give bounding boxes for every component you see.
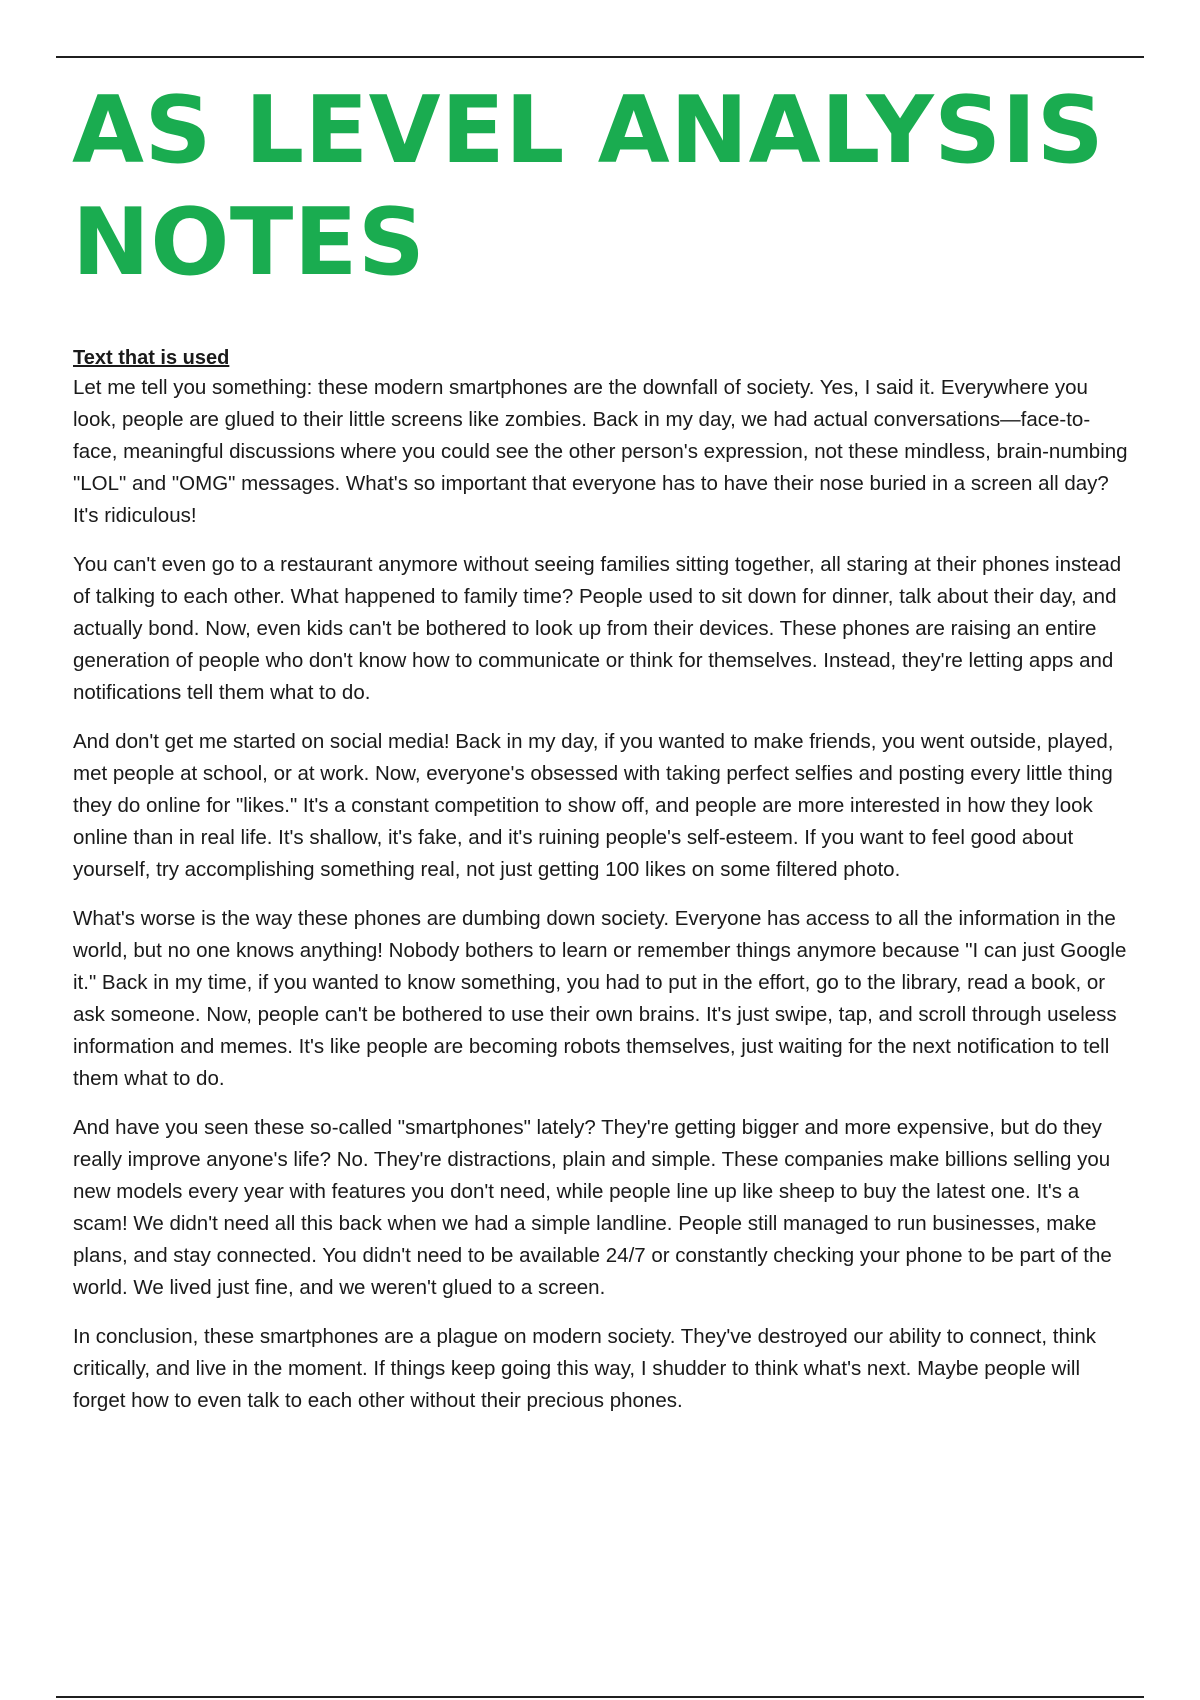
paragraph: You can't even go to a restaurant anymore without seeing families sitting together, all staring at their phones instead of talking to each other. What happened to family time? People used to sit down for dinner, talk about their day, and actually bond. Now, even kids can't be bothered to look up from their devices. These phones are raising an entire generation of people who don't know how to communicate or think for themselves. Instead, they're letting apps and notifications tell them what to do. xyxy=(73,553,1122,704)
paragraph: What's worse is the way these phones are dumbing down society. Everyone has access to all the information in the world, but no one knows anything! Nobody bothers to learn or remember things anymore because "I can just Google it." Back in my time, if you wanted to know something, you had to put in the effort, go to the library, read a book, or ask someone. Now, people can't be bothered to use their own brains. It's just swipe, tap, and scroll through useless information and memes. It's like people are becoming robots themselves, just waiting for the next notification to tell them what to do. xyxy=(73,907,1127,1090)
bottom-rule xyxy=(56,1696,1144,1698)
paragraph: And have you seen these so-called "smartphones" lately? They're getting bigger and more expensive, but do they really improve anyone's life? No. They're distractions, plain and simple. These companies make billions selling you new models every year with features you don't need, while people line up like sheep to buy the latest one. It's a scam! We didn't need all this back when we had a simple landline. People still managed to run businesses, make plans, and stay connected. You didn't need to be available 24/7 or constantly checking your phone to be part of the world. We lived just fine, and we weren't glued to a screen. xyxy=(73,1116,1112,1299)
top-rule xyxy=(56,56,1144,58)
section-heading: Text that is used xyxy=(73,347,230,369)
paragraph: And don't get me started on social media! Back in my day, if you wanted to make friends, you went outside, played, met people at school, or at work. Now, everyone's obsessed with taking perfect selfies and posting every little thing they do online for "likes." It's a constant competition to show off, and people are more interested in how they look online than in real life. It's shallow, it's fake, and it's ruining people's self-esteem. If you want to feel good about yourself, try accomplishing something real, not just getting 100 likes on some filtered photo. xyxy=(73,730,1114,881)
paragraph: In conclusion, these smartphones are a plague on modern society. They've destroyed our ability to connect, think critically, and live in the moment. If things keep going this way, I shudder to think what's next. Maybe people will forget how to even talk to each other without their precious phones. xyxy=(73,1325,1097,1412)
page-title: AS LEVEL ANALYSIS NOTES xyxy=(72,76,1105,296)
document-body xyxy=(73,344,1133,1434)
paragraph: Let me tell you something: these modern smartphones are the downfall of society. Yes, I said it. Everywhere you look, people are glued to their little screens like zombies. Back in my day, we had actual conversations—face-to-face, meaningful discussions where you could see the other person's expression, not these mindless, brain-numbing "LOL" and "OMG" messages. What's so important that everyone has to have their nose buried in a screen all day? It's ridiculous! xyxy=(73,376,1128,527)
